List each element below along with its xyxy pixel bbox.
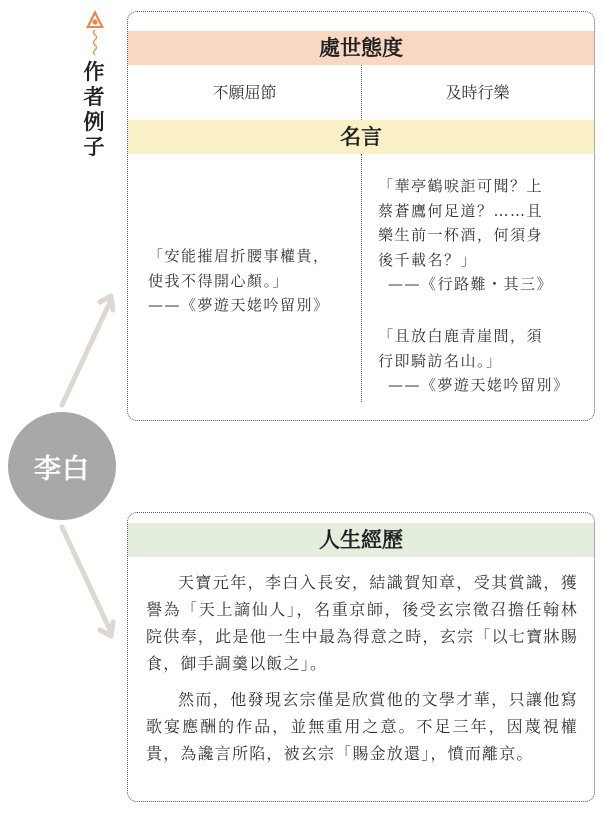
life-paragraph: 天寶元年，李白入長安，結識賀知章，受其賞識，獲譽為「天上謫仙人」，名重京師，後受玄宗徵召擔任翰林院供奉，此是他一生中最為得意之時，玄宗「以七寶牀賜食，御手調羹以飯之」。 [146, 573, 578, 673]
quote-line: 樂生前一杯酒，何須身 [378, 226, 544, 244]
quote-right-1 [378, 174, 582, 297]
quote-line: 使我不得開心顏。」 [148, 271, 290, 290]
badge-char: 子 [83, 135, 105, 159]
arrow-up [62, 302, 110, 405]
quotes-header: 名言 [128, 120, 594, 154]
arrow-down-head [100, 622, 113, 636]
quote-line: 行即騎訪名山。」 [378, 351, 503, 370]
attitude-header: 處世態度 [128, 31, 594, 65]
life-paragraph: 然而，他發現玄宗僅是欣賞他的文學才華，只讓他寫歌宴應酬的作品，並無重用之意。不足三年，因蔑視權貴，為讒言所陷，被玄宗「賜金放還」，憤而離京。 [146, 690, 578, 763]
life-header: 人生經歷 [128, 523, 594, 557]
pin-triangle-icon [84, 8, 106, 56]
quote-left [148, 244, 358, 318]
quote-source: ——《夢遊天姥吟留別》 [388, 376, 570, 394]
attitude-left: 不願屈節 [212, 83, 277, 102]
quote-line: 「且放白鹿青崖間，須 [378, 327, 544, 345]
quote-right-2 [378, 324, 582, 398]
attitude-quotes-box [127, 11, 595, 421]
quote-line: 「安能摧眉折腰事權貴， [148, 247, 330, 265]
quote-source: ——《夢遊天姥吟留別》 [148, 296, 330, 314]
quote-line: 「華亭鶴唳詎可聞？上 [378, 177, 544, 195]
arrow-up-head [100, 296, 113, 310]
author-circle: 李白 [8, 412, 116, 520]
quote-line: 蔡蒼鷹何足道？……且 [378, 201, 544, 220]
badge-char: 者 [83, 85, 105, 109]
quote-source: ——《行路難・其三》 [388, 275, 554, 293]
badge-char: 作 [83, 60, 105, 84]
badge-char: 例 [83, 110, 105, 134]
divider [361, 154, 362, 402]
quote-line: 後千載名？」 [378, 250, 478, 269]
attitude-right: 及時行樂 [445, 83, 510, 102]
author-example-label [80, 60, 108, 160]
life-experience-box [127, 512, 595, 802]
arrow-down [62, 527, 110, 630]
